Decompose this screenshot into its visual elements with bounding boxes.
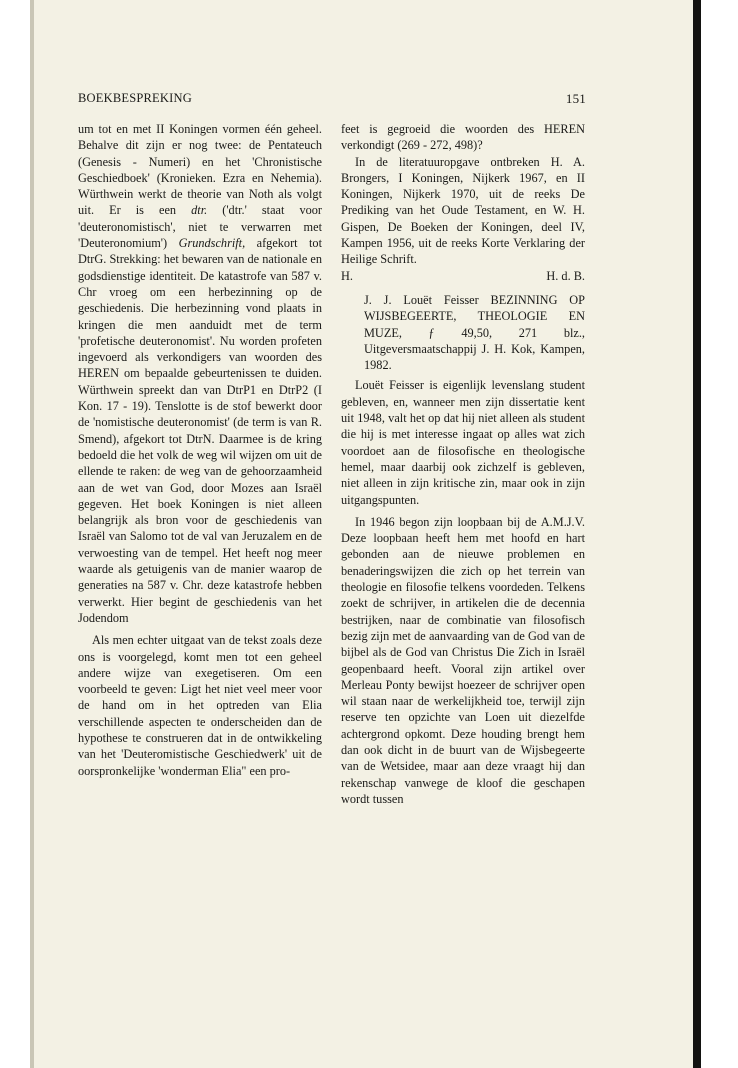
text-run: afgekort tot DtrG. Strekking: het bewaren van de nationale en godsdienstige identiteit. De katastrofe van 587 v. Chr vroeg om een herbezinning op de geschiedenis. Die herbezinning vond plaats in kringen die men aanduidt met de term 'profetische deuteronomist'. Nu worden profeten ingevoerd als verkondigers van woorden des HEREN om bepaalde gebeurtenissen te duiden. Würthwein spreekt dan van DtrP1 en DtrP2 (I Kon. 17 - 19). Tenslotte is de stof bewerkt door de 'nomistische deuteronomist' (de term is van R. Smend), afgekort tot DtrN. Daarmee is de kring bedoeld die het volk de weg wil wijzen om uit de ellende te raken: de weg van de gehoorzaamheid aan de wet van God, door Mozes aan Israël gegeven. Het boek Koningen is niet alleen belangrijk als bron voor de geschiedenis van Israël van Salomo tot de val van Jeruzalem en de verwoesting van de tempel. Het heeft nog meer waarde als getuigenis van de manier waarop de generaties na 587 v. Chr. deze katastrofe hebben verwerkt. Hier begint de geschiedenis van het Jodendom xyxy=(78,236,322,625)
left-paragraph-2: Als men echter uitgaat van de tekst zoals deze ons is voorgelegd, komt men tot een geheel andere wijze van exegetiseren. Om een voorbeeld te geven: Ligt het niet veel meer voor de hand om in het optreden van Elia verschillende aspecten te onderscheiden dan de hypothese te construeren dat in de ontwikkeling van het 'Deuteromistische Geschiedwerk' uit de oorspronkelijke 'wonderman Elia" een pro- xyxy=(78,633,322,778)
text-run: um tot en met II Koningen vormen één geheel. Behalve dit zijn er nog twee: de Pentateuch (Genesis - Numeri) en het 'Chronistische Geschiedboek' (Kronieken. Ezra en Nehemia). Würthwein werkt de theorie van Noth als volgt uit. Er is een xyxy=(78,122,322,218)
page-left-edge xyxy=(30,0,34,1068)
right-paragraph-3: Louët Feisser is eigenlijk levenslang student gebleven, en, wanneer men zijn dissertatie kent uit 1948, valt het op dat hij niet alleen als student die hij is met interesse ingaat op alles wat zich voordoet aan de filosofische en theologische hemel, maar daarbij ook zichzelf is gebleven, niet alleen in zijn kritische zin, maar ook in zijn uitgangspunten. xyxy=(341,378,585,507)
review-signature xyxy=(341,268,585,284)
italic-term-grundschrift: Grundschrift, xyxy=(178,236,246,251)
signature-initial: H. xyxy=(341,268,353,283)
section-title: BOEKBESPREKING xyxy=(78,91,192,105)
book-reference: J. J. Louët Feisser BEZINNING OP WIJSBEGEERTE, THEOLOGIE EN MUZE, ƒ 49,50, 271 blz., Uitgeversmaatschappij J. H. Kok, Kampen, 1982. xyxy=(364,292,585,373)
right-paragraph-4: In 1946 begon zijn loopbaan bij de A.M.J.V. Deze loopbaan heeft hem met hoofd en hart gebonden aan de nieuwe problemen en benaderingswijzen die zich op het terrein van theologie en filosofie telkens voordeden. Telkens zoekt de schrijver, in artikelen die de decennia bestrijken, naar de combinatie van filosofisch bezig zijn met de aanvaarding van de God van de bijbel als de God van Christus Die Zich in Israël geopenbaard heeft. Vooral zijn artikel over Merleau Ponty bewijst hoezeer de schrijver open wil staan naar de werkelijkheid toe, terwijl zijn reserve ten opzichte van Loen uit diezelfde achtergrond opkomt. Deze houding brengt hem dan ook dicht in de buurt van de Wijsbegeerte van de Wetsidee, maar aan deze vraagt hij dan rekenschap vanwege de kloof die geschapen wordt tussen xyxy=(341,514,585,806)
left-column xyxy=(78,121,322,779)
page-number: 151 xyxy=(565,91,586,106)
right-paragraph-1: feet is gegroeid die woorden des HEREN verkondigt (269 - 272, 498)? xyxy=(341,122,585,153)
signature-author: H. d. B. xyxy=(546,268,585,283)
right-column xyxy=(341,121,585,807)
text-run: ('dtr.' staat voor 'deuteronomistisch', niet te verwarren met 'Deuteronomium') xyxy=(78,203,322,251)
left-paragraph-1 xyxy=(78,121,322,626)
right-paragraph-2: In de literatuuropgave ontbreken H. A. Brongers, I Koningen, Nijkerk 1967, en II Koningen, Nijkerk 1970, uit de reeks De Prediking van het Oude Testament, en W. H. Gispen, De Boeken der Koningen, deel IV, Kampen 1956, uit de reeks Korte Verklaring der Heilige Schrift. xyxy=(341,154,585,267)
italic-term-dtr: dtr. xyxy=(191,203,208,218)
page-right-edge xyxy=(693,0,701,1068)
